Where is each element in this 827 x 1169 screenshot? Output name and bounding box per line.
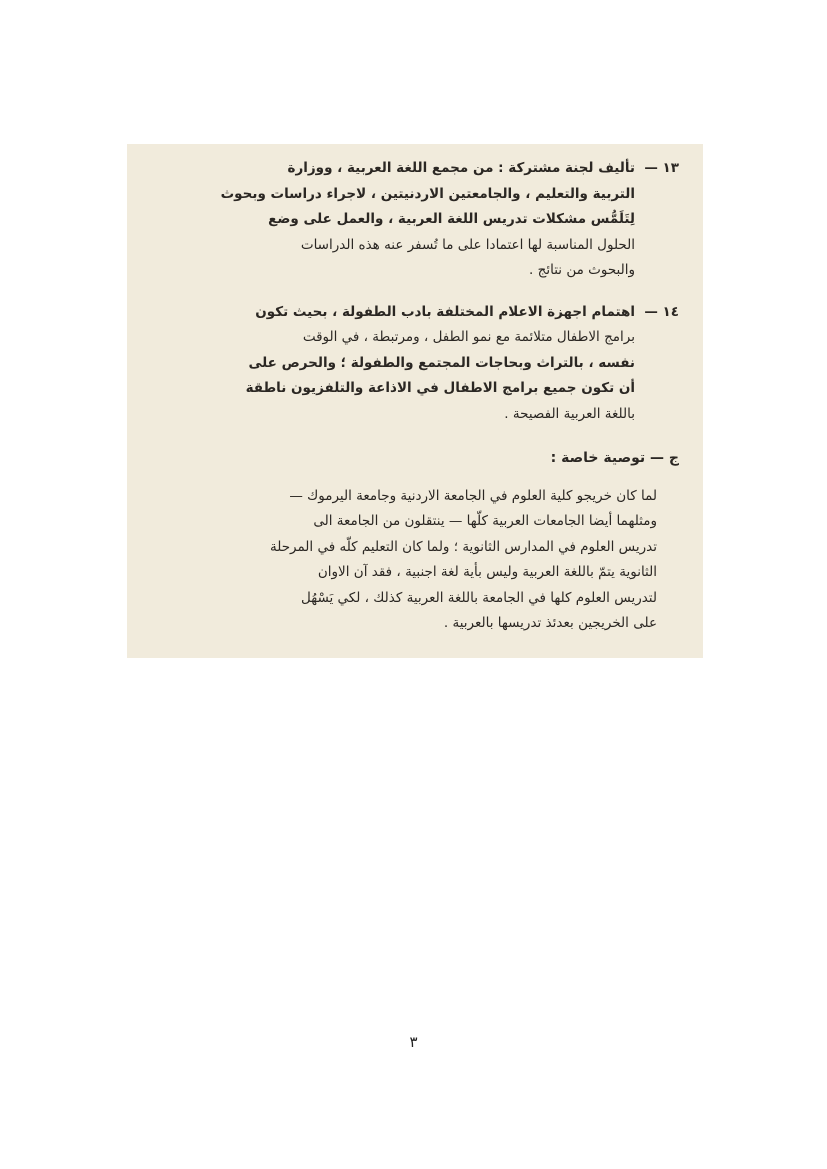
text-line: لتدريس العلوم كلها في الجامعة باللغة العربية كذلك ، لكي يَسْهُل <box>301 589 657 606</box>
text-line: الثانوية يتمّ باللغة العربية وليس بأية لغة اجنبية ، فقد آن الاوان <box>317 564 657 580</box>
text-line: تأليف لجنة مشتركة : من مجمع اللغة العربية ، ووزارة <box>287 160 635 176</box>
text-line: ومثلهما أيضا الجامعات العربية كلّها — ينتقلون من الجامعة الى <box>313 513 657 529</box>
text-line: التربية والتعليم ، والجامعتين الاردنيتين ، لاجراء دراسات وبحوث <box>220 185 635 202</box>
item-number: ١٤ — <box>644 303 679 320</box>
text-line: على الخريجين بعدئذ تدريسها بالعربية . <box>443 615 657 631</box>
special-recommendation-body <box>147 484 679 637</box>
recommendation-item-13 <box>147 156 679 284</box>
text-line: برامج الاطفال متلائمة مع نمو الطفل ، ومرتبطة ، في الوقت <box>302 329 635 345</box>
item-number: ١٣ — <box>644 160 679 176</box>
text-line: لِتَلَمُّس مشكلات تدريس اللغة العربية ، والعمل على وضع <box>268 211 635 227</box>
text-line: لما كان خريجو كلية العلوم في الجامعة الاردنية وجامعة اليرموك — <box>289 487 657 504</box>
page-number: ٣ <box>409 1033 418 1051</box>
recommendation-item-14 <box>147 300 679 428</box>
text-line: باللغة العربية الفصيحة . <box>504 405 635 422</box>
scanned-text-block <box>127 144 703 658</box>
text-line: اهتمام اجهزة الاعلام المختلفة بادب الطفولة ، بحيث تكون <box>255 303 635 320</box>
text-line: نفسه ، بالتراث وبحاجات المجتمع والطفولة ؛ والحرص على <box>248 354 635 371</box>
text-line: الحلول المناسبة لها اعتمادا على ما تُسفر عنه هذه الدراسات <box>300 236 635 253</box>
text-line: والبحوث من نتائج . <box>529 262 635 278</box>
special-recommendation-heading: ج — توصية خاصة : <box>550 450 679 466</box>
text-line: أن تكون جميع برامج الاطفال في الاذاعة والتلفزيون ناطقة <box>245 380 635 396</box>
text-line: تدريس العلوم في المدارس الثانوية ؛ ولما كان التعليم كلّه في المرحلة <box>270 538 657 555</box>
